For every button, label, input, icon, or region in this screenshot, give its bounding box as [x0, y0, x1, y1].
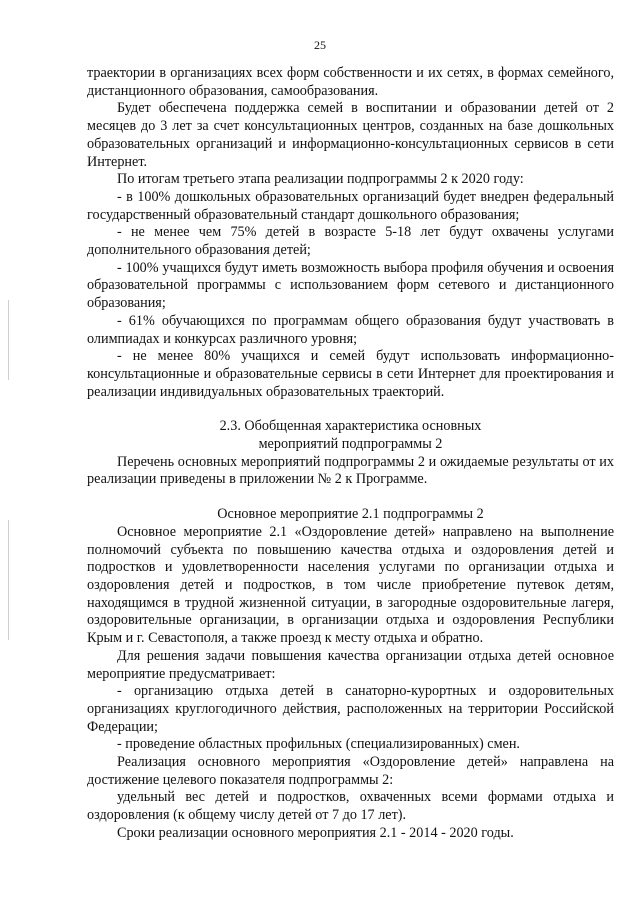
list-item: - организацию отдыха детей в санаторно-курортных и оздоровительных организациях круглогодичного действия, расположенных на территории Российской Федерации; — [87, 683, 614, 735]
paragraph: Реализация основного мероприятия «Оздоровление детей» направлена на достижение целевого показателя подпрограммы 2: — [87, 754, 614, 788]
scan-edge-mark — [8, 300, 9, 380]
paragraph: удельный вес детей и подростков, охваченных всеми формами отдыха и оздоровления (к общему числу детей от 7 до 17 лет). — [87, 789, 614, 824]
scan-edge-mark — [8, 520, 9, 640]
paragraph: Для решения задачи повышения качества организации отдыха детей основное мероприятие предусматривает: — [87, 647, 614, 682]
list-item: - в 100% дошкольных образовательных организаций будет внедрен федеральный государственный образовательный стандарт дошкольного образования; — [87, 188, 614, 223]
section-heading: 2.3. Обобщенная характеристика основных — [219, 418, 482, 435]
page-number: 25 — [314, 38, 326, 52]
list-item: - 100% учащихся будут иметь возможность выбора профиля обучения и освоения образовательной программы с использованием форм сетевого и дистанционного образования; — [87, 259, 614, 312]
paragraph: Будет обеспечена поддержка семей в воспитании и образовании детей от 2 месяцев до 3 лет за счет консультационных центров, созданных на базе дошкольных образовательных организаций и информационно-консультационных сервисов в сети Интернет. — [87, 100, 614, 170]
section-heading-continuation: мероприятий подпрограммы 2 — [258, 436, 443, 453]
list-item: - проведение областных профильных (специализированных) смен. — [117, 736, 520, 753]
paragraph: Основное мероприятие 2.1 «Оздоровление детей» направлено на выполнение полномочий субъекта по повышению качества отдыха и оздоровления детей и подростков и удовлетворенности населения услугами по организации отдыха и оздоровления детей и подростков, в том числе приобретение путевок детям, находящимся в трудной жизненной ситуации, в загородные оздоровительные лагеря, оздоровительные организации, в организации отдыха и оздоровления Республики Крым и г. Севастополя, а также проезд к месту отдыха и обратно. — [87, 523, 614, 647]
list-item: - не менее 80% учащихся и семей будут использовать информационно-консультационные и образовательные сервисы в сети Интернет для проектирования и реализации индивидуальных образовательных траекторий. — [87, 348, 614, 400]
paragraph: По итогам третьего этапа реализации подпрограммы 2 к 2020 году: — [117, 171, 524, 188]
paragraph: Сроки реализации основного мероприятия 2.1 - 2014 - 2020 годы. — [117, 824, 514, 841]
subsection-heading: Основное мероприятие 2.1 подпрограммы 2 — [217, 506, 484, 523]
list-item: - не менее чем 75% детей в возрасте 5-18 лет будут охвачены услугами дополнительного образования детей; — [87, 224, 614, 259]
paragraph: траектории в организациях всех форм собственности и их сетях, в формах семейного, дистанционного образования, самообразования. — [87, 65, 614, 99]
paragraph: Перечень основных мероприятий подпрограммы 2 и ожидаемые результаты от их реализации приведены в приложении № 2 к Программе. — [87, 453, 614, 488]
list-item: - 61% обучающихся по программам общего образования будут участвовать в олимпиадах и конкурсах различного уровня; — [87, 312, 614, 347]
document-body — [87, 65, 614, 843]
